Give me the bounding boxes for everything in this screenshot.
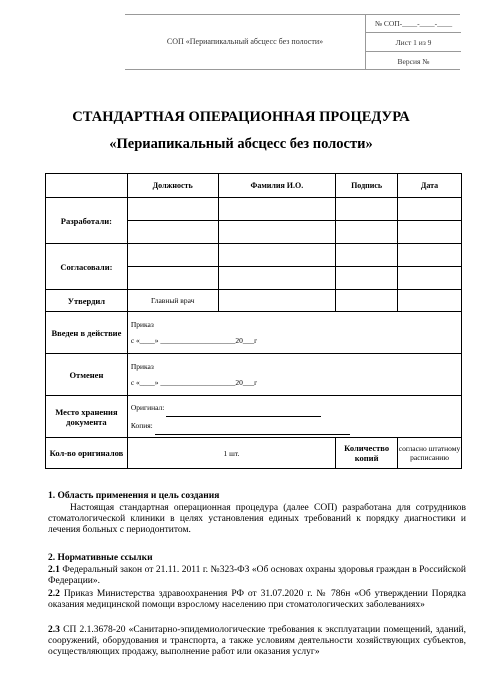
cell (336, 221, 398, 244)
sheet-number: Лист 1 из 9 (366, 33, 461, 52)
section-1-heading: 1. Область применения и цель создания (48, 491, 220, 501)
ref-text: СП 2.1.3678-20 «Санитарно-эпидемиологические требования к эксплуатации помещений, зданий, сооружений, оборудования и транспорта, а также условиям деятельности хозяйствующих субъектов, осуществляющих продажу, выполнение работ или оказания услуг» (48, 625, 467, 658)
ref-num: 2.2 (48, 589, 60, 599)
header-bottom-line (125, 69, 460, 70)
ref-num: 2.3 (48, 625, 60, 635)
cell (218, 244, 336, 267)
col-header-name: Фамилия И.О. (218, 174, 336, 198)
approved-position: Главный врач (127, 290, 218, 312)
page-subtitle: «Периапикальный абсцесс без полости» (109, 136, 373, 152)
introduced-order-cell (127, 312, 461, 354)
section-1-text: Настоящая стандартная операционная процедура (далее СОП) разработана для сотрудников стоматологической клиники в целях установления единых требований к порядку диагностики и лечения больных с периодонтитом. (48, 503, 466, 536)
row-label-storage: Место хранения документа (46, 396, 128, 438)
row-label-count-originals: Кол-во оригиналов (46, 438, 128, 469)
version-number: Версия № (397, 56, 430, 66)
cell (398, 221, 462, 244)
copy-row (131, 417, 461, 435)
copy-label: Копия: (130, 420, 153, 430)
ref-text: Федеральный закон от 21.11. 2011 г. №323-ФЗ «Об основах охраны здоровья граждан в Российской Федерации». (48, 565, 466, 587)
row-label-agreed: Согласовали: (46, 244, 128, 290)
cell (218, 290, 336, 312)
ref-item-2-2 (48, 589, 466, 611)
cell (127, 198, 218, 221)
col-header-date: Дата (398, 174, 462, 198)
row-label-introduced: Введен в действие (46, 312, 128, 354)
cell (127, 244, 218, 267)
original-row (131, 399, 461, 417)
cell (398, 244, 462, 267)
introduced-order-date: с «____» ____________________20___г (130, 335, 258, 345)
ref-item-2-3 (48, 625, 466, 659)
copy-line (155, 434, 350, 435)
original-label: Оригинал: (130, 402, 165, 412)
count-originals-value: 1 шт. (127, 438, 335, 469)
col-header-position: Должность (127, 174, 218, 198)
header-info-box (365, 14, 461, 69)
cell (127, 267, 218, 290)
cell (336, 267, 398, 290)
ref-item-2-1 (48, 565, 466, 587)
cancelled-order-date: с «____» ____________________20___г (130, 377, 258, 387)
page-title: СТАНДАРТНАЯ ОПЕРАЦИОННАЯ ПРОЦЕДУРА (72, 109, 410, 125)
label-count-copies: Количество копий (336, 438, 398, 469)
cell (218, 221, 336, 244)
storage-cell (127, 396, 461, 438)
cancelled-order-cell (127, 354, 461, 396)
ref-text: Приказ Министерства здравоохранения РФ от 31.07.2020 г. № 786н «Об утверждении Порядка оказания медицинской помощи взрослому населению при стоматологических заболеваниях» (48, 589, 466, 611)
registration-table (45, 173, 462, 469)
cell (336, 244, 398, 267)
ref-num: 2.1 (48, 565, 60, 575)
header-doc-name: СОП «Периапикальный абсцесс без полости» (166, 37, 324, 46)
cell (398, 198, 462, 221)
cell (218, 267, 336, 290)
cell (336, 290, 398, 312)
row-label-cancelled: Отменен (46, 354, 128, 396)
cell (398, 267, 462, 290)
cell (127, 221, 218, 244)
row-label-developed: Разработали: (46, 198, 128, 244)
sop-number: № СОП-____-____-____ (366, 14, 461, 33)
section-2-heading: 2. Нормативные ссылки (48, 553, 153, 563)
count-copies-value: согласно штатному расписанию (398, 438, 462, 469)
row-label-approved: Утвердил (46, 290, 128, 312)
header-empty-cell (46, 174, 128, 198)
cell (336, 198, 398, 221)
cell (398, 290, 462, 312)
introduced-order-label: Приказ (130, 319, 154, 329)
cancelled-order-label: Приказ (130, 361, 154, 371)
cell (218, 198, 336, 221)
col-header-signature: Подпись (336, 174, 398, 198)
